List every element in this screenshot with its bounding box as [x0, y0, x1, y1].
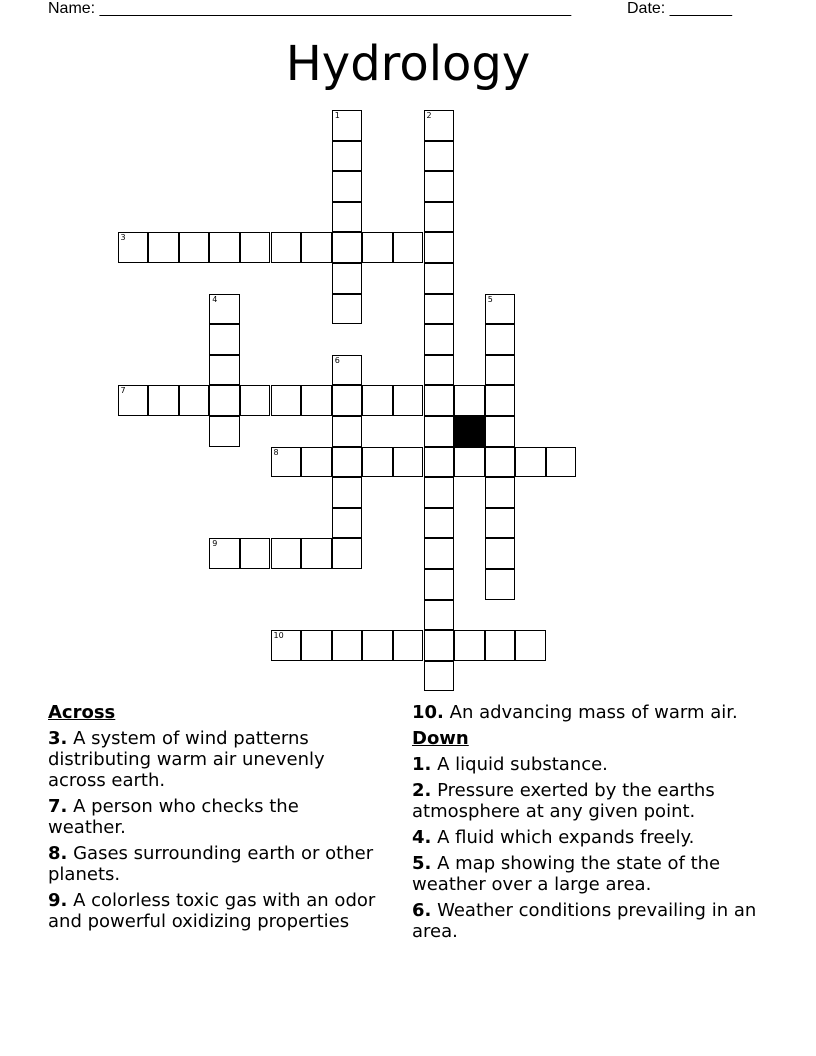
grid-cell[interactable] [454, 447, 485, 478]
grid-cell[interactable] [424, 324, 455, 355]
grid-cell[interactable] [362, 447, 393, 478]
grid-cell[interactable] [209, 294, 240, 325]
clue-text: A person who checks the weather. [48, 796, 299, 838]
grid-cell[interactable] [424, 263, 455, 294]
grid-cell[interactable] [393, 630, 424, 661]
grid-cell[interactable] [485, 538, 516, 569]
grid-cell[interactable] [362, 630, 393, 661]
grid-cell[interactable] [332, 110, 363, 141]
grid-cell[interactable] [424, 171, 455, 202]
grid-cell[interactable] [301, 385, 332, 416]
clue-number-label: 4 [212, 294, 218, 304]
grid-cell[interactable] [332, 508, 363, 539]
grid-cell[interactable] [485, 477, 516, 508]
grid-cell[interactable] [424, 538, 455, 569]
grid-cell[interactable] [485, 385, 516, 416]
grid-cell[interactable] [515, 630, 546, 661]
grid-cell[interactable] [546, 447, 577, 478]
grid-cell[interactable] [332, 232, 363, 263]
grid-cell[interactable] [485, 324, 516, 355]
clues-left-column [48, 702, 378, 937]
clue-number: 5. [412, 853, 432, 874]
grid-cell[interactable] [332, 294, 363, 325]
grid-cell[interactable] [332, 630, 363, 661]
grid-cell[interactable] [424, 202, 455, 233]
down-clue [412, 754, 772, 775]
across-clue [48, 890, 378, 932]
page-title: Hydrology [285, 36, 531, 92]
across-heading: Across [48, 702, 116, 723]
grid-cell[interactable] [424, 141, 455, 172]
clue-number: 10. [412, 702, 444, 723]
grid-cell[interactable] [332, 385, 363, 416]
clue-number: 4. [412, 827, 432, 848]
grid-cell[interactable] [332, 538, 363, 569]
grid-cell[interactable] [362, 232, 393, 263]
clue-number-label: 5 [487, 294, 493, 304]
clue-number-label: 1 [334, 111, 340, 120]
grid-cell[interactable] [424, 661, 455, 692]
grid-cell[interactable] [393, 232, 424, 263]
grid-cell[interactable] [332, 171, 363, 202]
clue-number: 2. [412, 780, 432, 801]
grid-cell[interactable] [271, 538, 302, 569]
date-field[interactable]: Date: _______ [627, 0, 732, 17]
clue-text: Gases surrounding earth or other planets. [48, 843, 374, 885]
grid-cell[interactable] [301, 630, 332, 661]
grid-cell[interactable] [301, 232, 332, 263]
grid-cell[interactable] [424, 294, 455, 325]
grid-cell[interactable] [148, 385, 179, 416]
grid-cell[interactable] [485, 416, 516, 447]
down-clue [412, 780, 772, 822]
name-field[interactable]: Name: _____________________________________________________ [48, 0, 572, 17]
grid-cell[interactable] [485, 508, 516, 539]
clue-text: A map showing the state of the weather over a large area. [412, 853, 721, 895]
grid-cell[interactable] [424, 600, 455, 631]
grid-cell[interactable] [485, 294, 516, 325]
grid-cell[interactable] [271, 447, 302, 478]
grid-cell[interactable] [209, 416, 240, 447]
clue-number: 7. [48, 796, 68, 817]
clue-text: A fluid which expands freely. [437, 827, 695, 848]
clue-text: Pressure exerted by the earths atmosphere at any given point. [412, 780, 715, 822]
grid-cell[interactable] [515, 447, 546, 478]
grid-cell[interactable] [332, 477, 363, 508]
grid-cell[interactable] [118, 385, 149, 416]
grid-cell[interactable] [332, 141, 363, 172]
clue-number-label: 3 [120, 233, 126, 243]
clue-number: 8. [48, 843, 68, 864]
grid-cell[interactable] [209, 355, 240, 386]
grid-cell[interactable] [148, 232, 179, 263]
down-heading: Down [412, 728, 469, 749]
grid-cell[interactable] [240, 538, 271, 569]
grid-cell[interactable] [209, 324, 240, 355]
clue-number-label: 10 [273, 631, 284, 641]
down-clue [412, 853, 772, 895]
grid-cell[interactable] [332, 263, 363, 294]
clue-number-label: 8 [273, 447, 279, 457]
grid-cell[interactable] [424, 416, 455, 447]
grid-cell[interactable] [485, 355, 516, 386]
clue-number-label: 2 [426, 111, 432, 120]
across-clue [48, 728, 378, 791]
grid-cell[interactable] [424, 232, 455, 263]
clue-number: 9. [48, 890, 68, 911]
grid-cell[interactable] [332, 355, 363, 386]
across-clue [48, 796, 378, 838]
grid-cell[interactable] [424, 508, 455, 539]
grid-cell[interactable] [209, 538, 240, 569]
grid-cell[interactable] [209, 232, 240, 263]
grid-cell[interactable] [362, 385, 393, 416]
blocked-cell [454, 416, 485, 447]
grid-cell[interactable] [424, 355, 455, 386]
grid-cell[interactable] [424, 447, 455, 478]
grid-cell[interactable] [301, 538, 332, 569]
grid-cell[interactable] [424, 569, 455, 600]
clue-text: An advancing mass of warm air. [449, 702, 738, 723]
grid-cell[interactable] [424, 385, 455, 416]
grid-cell[interactable] [485, 630, 516, 661]
down-clue [412, 900, 772, 942]
grid-cell[interactable] [454, 385, 485, 416]
clue-text: A liquid substance. [437, 754, 608, 775]
clue-number: 3. [48, 728, 68, 749]
grid-cell[interactable] [271, 630, 302, 661]
grid-cell[interactable] [271, 385, 302, 416]
clue-number-label: 6 [334, 355, 340, 365]
grid-cell[interactable] [424, 477, 455, 508]
clue-text: A colorless toxic gas with an odor and powerful oxidizing properties [48, 890, 376, 932]
grid-cell[interactable] [332, 447, 363, 478]
clue-number: 1. [412, 754, 432, 775]
grid-cell[interactable] [179, 385, 210, 416]
clue-text: Weather conditions prevailing in an area. [412, 900, 757, 942]
clues-right-column [412, 702, 772, 947]
grid-cell[interactable] [424, 110, 455, 141]
clue-text: A system of wind patterns distributing warm air unevenly across earth. [48, 728, 325, 791]
grid-cell[interactable] [485, 569, 516, 600]
grid-cell[interactable] [118, 232, 149, 263]
grid-cell[interactable] [332, 202, 363, 233]
grid-cell[interactable] [424, 630, 455, 661]
clue-number-label: 7 [120, 386, 126, 396]
grid-cell[interactable] [393, 447, 424, 478]
across-clue [48, 843, 378, 885]
grid-cell[interactable] [271, 232, 302, 263]
clue-number-label: 9 [212, 539, 218, 549]
grid-cell[interactable] [240, 385, 271, 416]
clue-number: 6. [412, 900, 432, 921]
grid-cell[interactable] [209, 385, 240, 416]
grid-cell[interactable] [301, 447, 332, 478]
down-clue [412, 827, 772, 848]
grid-cell[interactable] [240, 232, 271, 263]
grid-cell[interactable] [179, 232, 210, 263]
grid-cell[interactable] [393, 385, 424, 416]
grid-cell[interactable] [332, 416, 363, 447]
grid-cell[interactable] [454, 630, 485, 661]
across-clue [412, 702, 772, 723]
grid-cell[interactable] [485, 447, 516, 478]
